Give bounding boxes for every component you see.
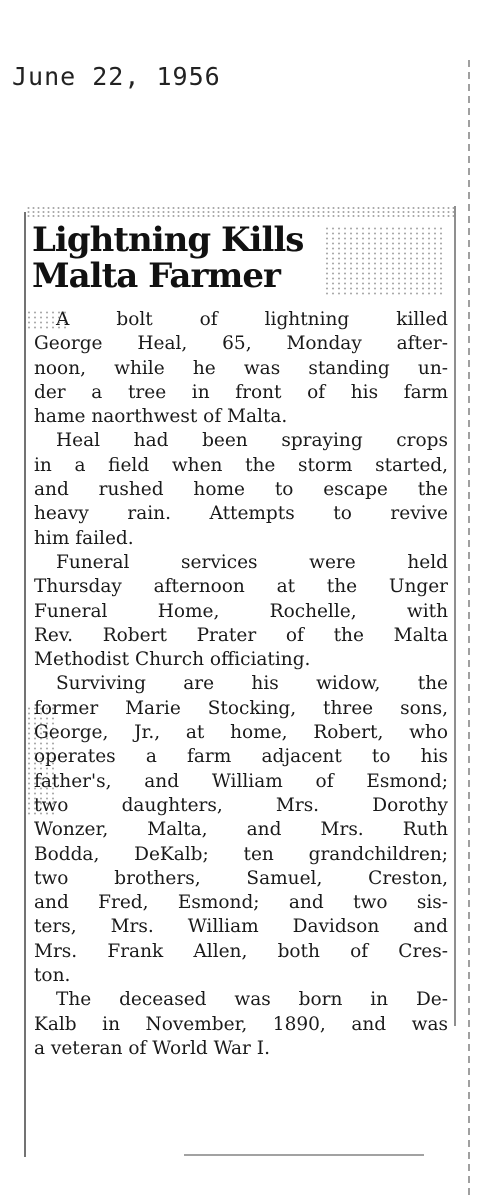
article-line: A bolt of lightning killed — [56, 309, 448, 330]
article-line: noon, while he was standing un- — [34, 357, 448, 379]
article-line: Funeral Home, Rochelle, with — [34, 600, 448, 622]
article-line: ters, Mrs. William Davidson and — [34, 916, 448, 938]
article-line: Funeral services were held — [56, 551, 448, 573]
article-line: two brothers, Samuel, Creston, — [34, 867, 448, 889]
article-line: George, Jr., at home, Robert, who — [34, 722, 448, 744]
page-edge-line — [468, 60, 470, 1200]
article-line: der a tree in front of his farm — [34, 381, 448, 403]
article-line: two daughters, Mrs. Dorothy — [34, 794, 448, 816]
article-line: operates a farm adjacent to his — [34, 746, 448, 768]
article-line: hame naorthwest of Malta. — [34, 406, 288, 428]
article-line: and rushed home to escape the — [34, 479, 448, 501]
article-line: Wonzer, Malta, and Mrs. Ruth — [34, 819, 448, 841]
article-line: him failed. — [34, 527, 134, 549]
article-line: George Heal, 65, Monday after- — [34, 333, 448, 355]
clipping-bottom-rule — [184, 1154, 424, 1156]
article-line: and Fred, Esmond; and two sis- — [34, 892, 448, 914]
article-body — [34, 308, 448, 1061]
article-line: Kalb in November, 1890, and was — [34, 1013, 448, 1035]
clipping-right-edge — [454, 206, 456, 1026]
article-line: Methodist Church officiating. — [34, 649, 311, 671]
headline-line: Malta Farmer — [32, 256, 280, 296]
article-line: heavy rain. Attempts to revive — [34, 503, 448, 525]
clipping-top-edge — [26, 206, 454, 218]
article-line: Bodda, DeKalb; ten grandchildren; — [34, 843, 448, 865]
article-line: former Marie Stocking, three sons, — [34, 697, 448, 719]
article-line: in a field when the storm started, — [34, 454, 448, 476]
clipping-date: June 22, 1956 — [12, 62, 221, 91]
article-line: Heal had been spraying crops — [56, 430, 448, 452]
print-speckle — [324, 226, 444, 296]
article-line: The deceased was born in De- — [56, 989, 448, 1011]
headline-line: Lightning Kills — [32, 220, 304, 260]
article-line: ton. — [34, 965, 71, 987]
article-line: father's, and William of Esmond; — [34, 770, 448, 792]
article-line: Surviving are his widow, the — [56, 673, 448, 695]
newspaper-clipping — [24, 206, 456, 1166]
article-line: Rev. Robert Prater of the Malta — [34, 624, 448, 646]
clipping-left-edge — [24, 212, 26, 1157]
article-line: Thursday afternoon at the Unger — [34, 576, 448, 598]
article-headline — [32, 222, 332, 294]
article-line: Mrs. Frank Allen, both of Cres- — [34, 940, 448, 962]
article-line: a veteran of World War I. — [34, 1037, 270, 1059]
